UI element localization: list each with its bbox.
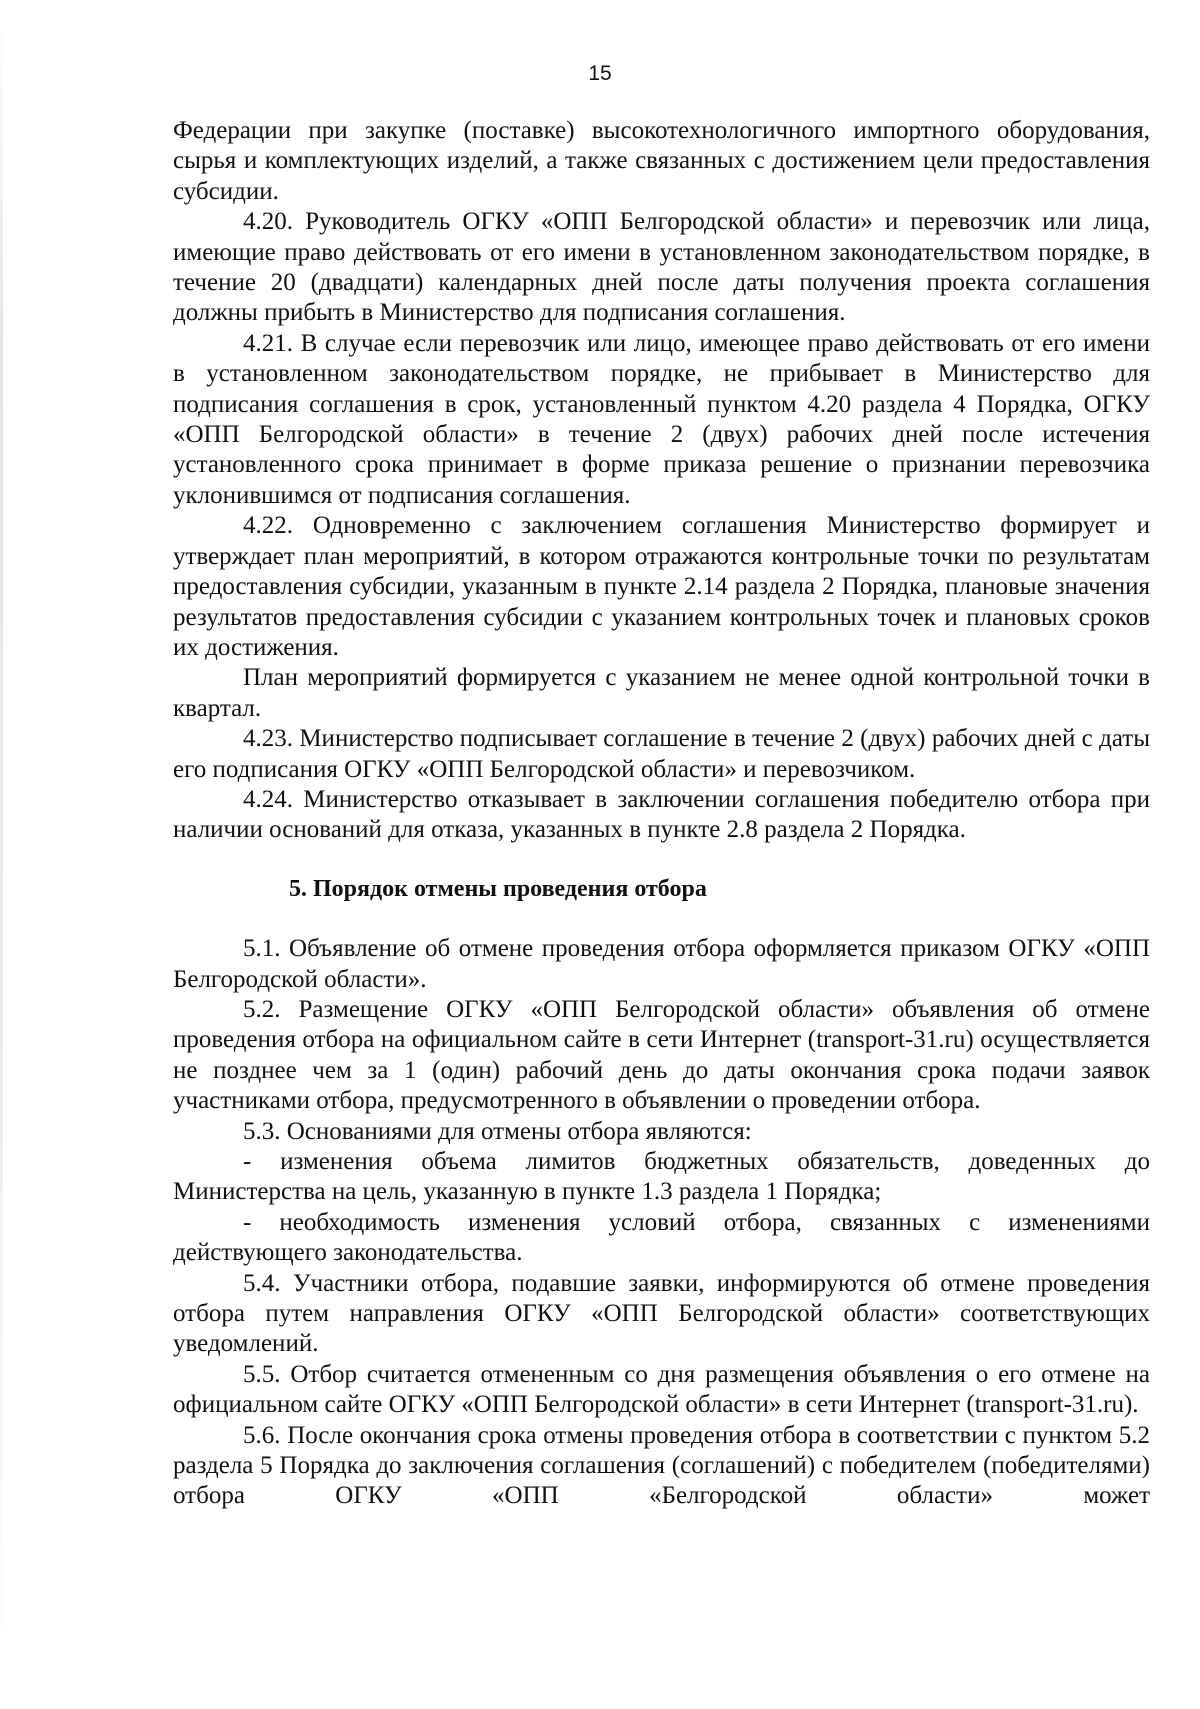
paragraph-5-3: 5.3. Основаниями для отмены отбора являются: [243,1117,752,1145]
paragraph-5-4: 5.4. Участники отбора, подавшие заявки, информируются об отмене проведения отбора путем направления ОГКУ «ОПП Белгородской области» соответствующих уведомлений. [173,1269,1150,1358]
paragraph-4-23: 4.23. Министерство подписывает соглашение в течение 2 (двух) рабочих дней с даты его подписания ОГКУ «ОПП Белгородской области» и перевозчиком. [173,725,1150,783]
paragraph-4-22: 4.22. Одновременно с заключением соглашения Министерство формирует и утверждает план мероприятий, в котором отражаются контрольные точки по результатам предоставления субсидии, указанным в пункте 2.14 раздела 2 Порядка, плановые значения результатов предоставления субсидии с указанием контрольных точек и плановых сроков их достижения. [173,512,1150,661]
paragraph-5-6: 5.6. После окончания срока отмены проведения отбора в соответствии с пунктом 5.2 раздела 5 Порядка до заключения соглашения (соглашений) с победителем (победителями) отбора ОГКУ «ОПП «Белгородской области» может [173,1421,1150,1510]
section-heading: 5. Порядок отмены проведения отбора [289,875,707,902]
paragraph-4-21: 4.21. В случае если перевозчик или лицо, имеющее право действовать от его имени в установленном законодательством порядке, не прибывает в Министерство для подписания соглашения в срок, установленный пунктом 4.20 раздела 4 Порядка, ОГКУ «ОПП Белгородской области» в течение 2 (двух) рабочих дней после истечения установленного срока принимает в форме приказа решение о признании перевозчика уклонившимся от подписания соглашения. [173,329,1150,509]
paragraph-5-1: 5.1. Объявление об отмене проведения отбора оформляется приказом ОГКУ «ОПП Белгородской области». [173,935,1150,993]
document-body [173,116,1150,1512]
list-item-limits: - изменения объема лимитов бюджетных обязательств, доведенных до Министерства на цель, указанную в пункте 1.3 раздела 1 Порядка; [173,1148,1150,1206]
paragraph-plan: План мероприятий формируется с указанием не менее одной контрольной точки в квартал. [173,664,1150,722]
paragraph-4-20: 4.20. Руководитель ОГКУ «ОПП Белгородской области» и перевозчик или лица, имеющие право действовать от его имени в установленном законодательством порядке, в течение 20 (двадцати) календарных дней после даты получения проекта соглашения должны прибыть в Министерство для подписания соглашения. [173,208,1150,327]
list-item-conditions: - необходимость изменения условий отбора, связанных с изменениями действующего законодательства. [173,1208,1150,1267]
paragraph-5-2: 5.2. Размещение ОГКУ «ОПП Белгородской области» объявления об отмене проведения отбора на официальном сайте в сети Интернет (transport-31.ru) осуществляется не позднее чем за 1 (один) рабочий день до даты окончания срока подачи заявок участниками отбора, предусмотренного в объявлении о проведении отбора. [173,995,1150,1115]
paragraph-4-24: 4.24. Министерство отказывает в заключении соглашения победителю отбора при наличии оснований для отказа, указанных в пункте 2.8 раздела 2 Порядка. [173,785,1150,844]
paragraph-continuation: Федерации при закупке (поставке) высокотехнологичного импортного оборудования, сырья и комплектующих изделий, а также связанных с достижением цели предоставления субсидии. [173,117,1150,205]
page-number: 15 [588,62,612,85]
paragraph-5-5: 5.5. Отбор считается отмененным со дня размещения объявления о его отмене на официальном сайте ОГКУ «ОПП Белгородской области» в сети Интернет (transport-31.ru). [173,1360,1150,1419]
scan-edge [0,0,3,1709]
